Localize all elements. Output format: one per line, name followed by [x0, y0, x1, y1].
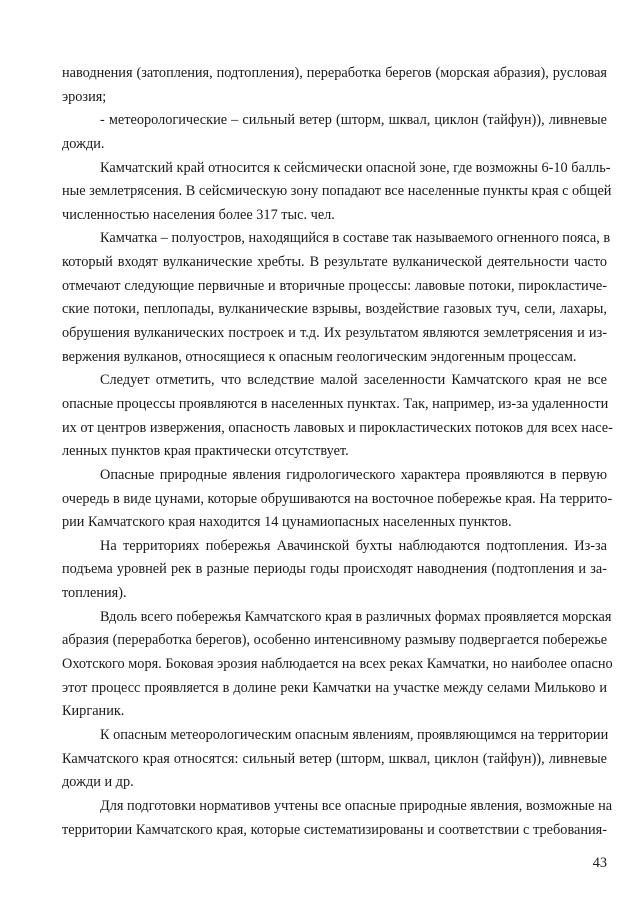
text-line: Камчатского края относятся: сильный ветер (шторм, шквал, циклон (тайфун)), ливневые: [62, 750, 607, 767]
text-line: который входят вулканические хребты. В результате вулканической деятельности часто: [62, 254, 607, 271]
text-line: численностью населения более 317 тыс. чел.: [62, 206, 335, 223]
page-number: 43: [592, 855, 607, 871]
text-line: топления).: [62, 585, 127, 602]
text-line: К опасным метеорологическим опасным явлениям, проявляющимся на территории: [100, 726, 609, 743]
text-line: ные землетрясения. В сейсмическую зону попадают все населенные пункты края с общей: [62, 183, 612, 200]
text-line: рии Камчатского края находится 14 цунамиопасных населенных пунктов.: [62, 514, 512, 531]
text-line: ские потоки, пеплопады, вулканические взрывы, воздействие газовых туч, сели, лахары,: [62, 301, 607, 318]
text-line: Для подготовки нормативов учтены все опасные природные явления, возможные на: [100, 797, 613, 814]
text-line: отмечают следующие первичные и вторичные процессы: лавовые потоки, пирокластиче-: [62, 277, 607, 294]
text-line: вержения вулканов, относящиеся к опасным геологическим эндогенным процессам.: [62, 348, 577, 365]
text-line: Опасные природные явления гидрологического характера проявляются в первую: [100, 466, 607, 483]
text-line: дожди.: [62, 135, 105, 152]
text-line: эрозия;: [62, 88, 107, 105]
text-line: Вдоль всего побережья Камчатского края в различных формах проявляется морская: [100, 608, 612, 625]
text-line: опасные процессы проявляются в населенных пунктах. Так, например, из-за удаленности: [62, 395, 609, 412]
body-text: [62, 62, 613, 842]
text-line: - метеорологические – сильный ветер (шторм, шквал, циклон (тайфун)), ливневые: [100, 112, 607, 129]
text-line: ленных пунктов края практически отсутствует.: [62, 443, 349, 460]
text-line: очередь в виде цунами, которые обрушиваются на восточное побережье края. На террито-: [62, 490, 613, 507]
text-line: Кирганик.: [62, 703, 125, 720]
text-line: наводнения (затопления, подтопления), переработка берегов (морская абразия), русловая: [62, 65, 607, 81]
text-line: их от центров извержения, опасность лавовых и пирокластических потоков для всех насе-: [62, 419, 613, 436]
text-line: дожди и др.: [62, 774, 134, 791]
text-line: подъема уровней рек в разные периоды годы происходят наводнения (подтопления и за-: [62, 561, 607, 578]
text-line: абразия (переработка берегов), особенно интенсивному размыву подвергается побережье: [62, 632, 608, 649]
text-line: обрушения вулканических построек и т.д. Их результатом являются землетрясения и из-: [62, 325, 607, 342]
text-line: На территориях побережья Авачинской бухты наблюдаются подтопления. Из-за: [100, 537, 607, 554]
text-line: Следует отметить, что вследствие малой заселенности Камчатского края не все: [100, 372, 607, 389]
text-line: Охотского моря. Боковая эрозия наблюдается на всех реках Камчатки, но наиболее опасно: [62, 656, 613, 673]
text-line: Камчатка – полуостров, находящийся в составе так называемого огненного пояса, в: [100, 230, 611, 247]
text-line: территории Камчатского края, которые систематизированы и соответствии с требования-: [62, 821, 607, 838]
text-line: Камчатский край относится к сейсмически опасной зоне, где возможны 6-10 балль-: [100, 159, 611, 176]
text-line: этот процесс проявляется в долине реки Камчатки на участке между селами Мильково и: [62, 679, 607, 696]
